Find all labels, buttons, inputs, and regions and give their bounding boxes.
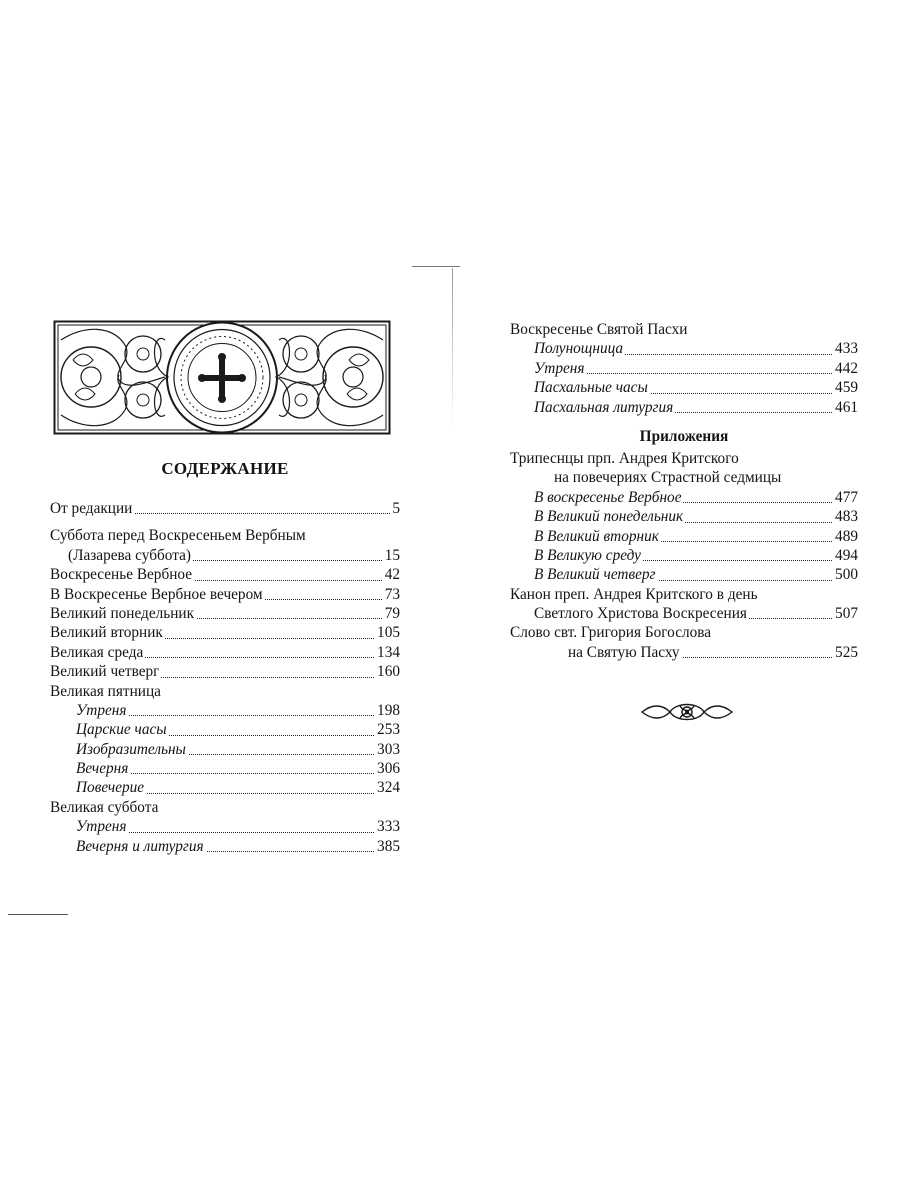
toc-entry: Великий понедельник 79 <box>50 604 400 622</box>
toc-subentry: Пасхальная литургия 461 <box>534 398 858 416</box>
toc-subentry: Царские часы 253 <box>76 721 400 739</box>
right-page <box>510 320 858 724</box>
toc-heading: Канон преп. Андрея Критского в день <box>510 585 758 603</box>
toc-entry: Великий четверг 160 <box>50 663 400 681</box>
toc-heading: Суббота перед Воскресеньем Вербным <box>50 527 306 545</box>
toc-subentry: Полунощница 433 <box>534 340 858 358</box>
toc-subentry: Утреня 442 <box>534 359 858 377</box>
toc-subentry: В Великий понедельник 483 <box>534 508 858 526</box>
toc-heading: Великая пятница <box>50 682 161 700</box>
end-flourish-ornament <box>640 700 734 724</box>
toc-entry: Великий вторник 105 <box>50 624 400 642</box>
toc-subentry: Утреня 333 <box>76 818 400 836</box>
appendix-title: Приложения <box>639 427 729 445</box>
toc-entry: Светлого Христова Воскресения 507 <box>534 605 858 623</box>
toc-title: СОДЕРЖАНИЕ <box>161 459 289 478</box>
toc-entry: В Воскресенье Вербное вечером 73 <box>50 585 400 603</box>
toc-heading: Слово свт. Григория Богослова <box>510 624 712 642</box>
toc-subentry: В Великий четверг 500 <box>534 566 858 584</box>
toc-entry: Великая среда 134 <box>50 643 400 661</box>
toc-subentry: В воскресенье Вербное 477 <box>534 488 858 506</box>
page-edge-line <box>8 914 68 915</box>
left-page <box>50 320 400 856</box>
toc-subentry: Изобразительны 303 <box>76 740 400 758</box>
toc-subentry: Вечерня 306 <box>76 760 400 778</box>
toc-subentry: Повечерие 324 <box>76 779 400 797</box>
toc-subentry: В Великую среду 494 <box>534 546 858 564</box>
toc-subentry: Вечерня и литургия 385 <box>76 837 400 855</box>
toc-heading: Трипеснцы прп. Андрея Критского <box>510 449 739 467</box>
toc-entry: От редакции 5 <box>50 500 400 517</box>
floral-cross-headpiece-ornament <box>53 320 391 435</box>
toc-subentry: В Великий вторник 489 <box>534 527 858 545</box>
book-gutter-shadow <box>452 268 453 428</box>
toc-subentry: Пасхальные часы 459 <box>534 379 858 397</box>
toc-heading: Великая суббота <box>50 798 159 816</box>
toc-heading: Воскресенье Святой Пасхи <box>510 321 688 338</box>
toc-subentry: Утреня 198 <box>76 701 400 719</box>
page-edge-line <box>412 266 460 267</box>
toc-entry: (Лазарева суббота) 15 <box>68 546 400 564</box>
toc-entry: Воскресенье Вербное 42 <box>50 566 400 584</box>
toc-heading-continued: на повечериях Страстной седмицы <box>554 469 782 487</box>
toc-entry: на Святую Пасху 525 <box>568 643 858 661</box>
